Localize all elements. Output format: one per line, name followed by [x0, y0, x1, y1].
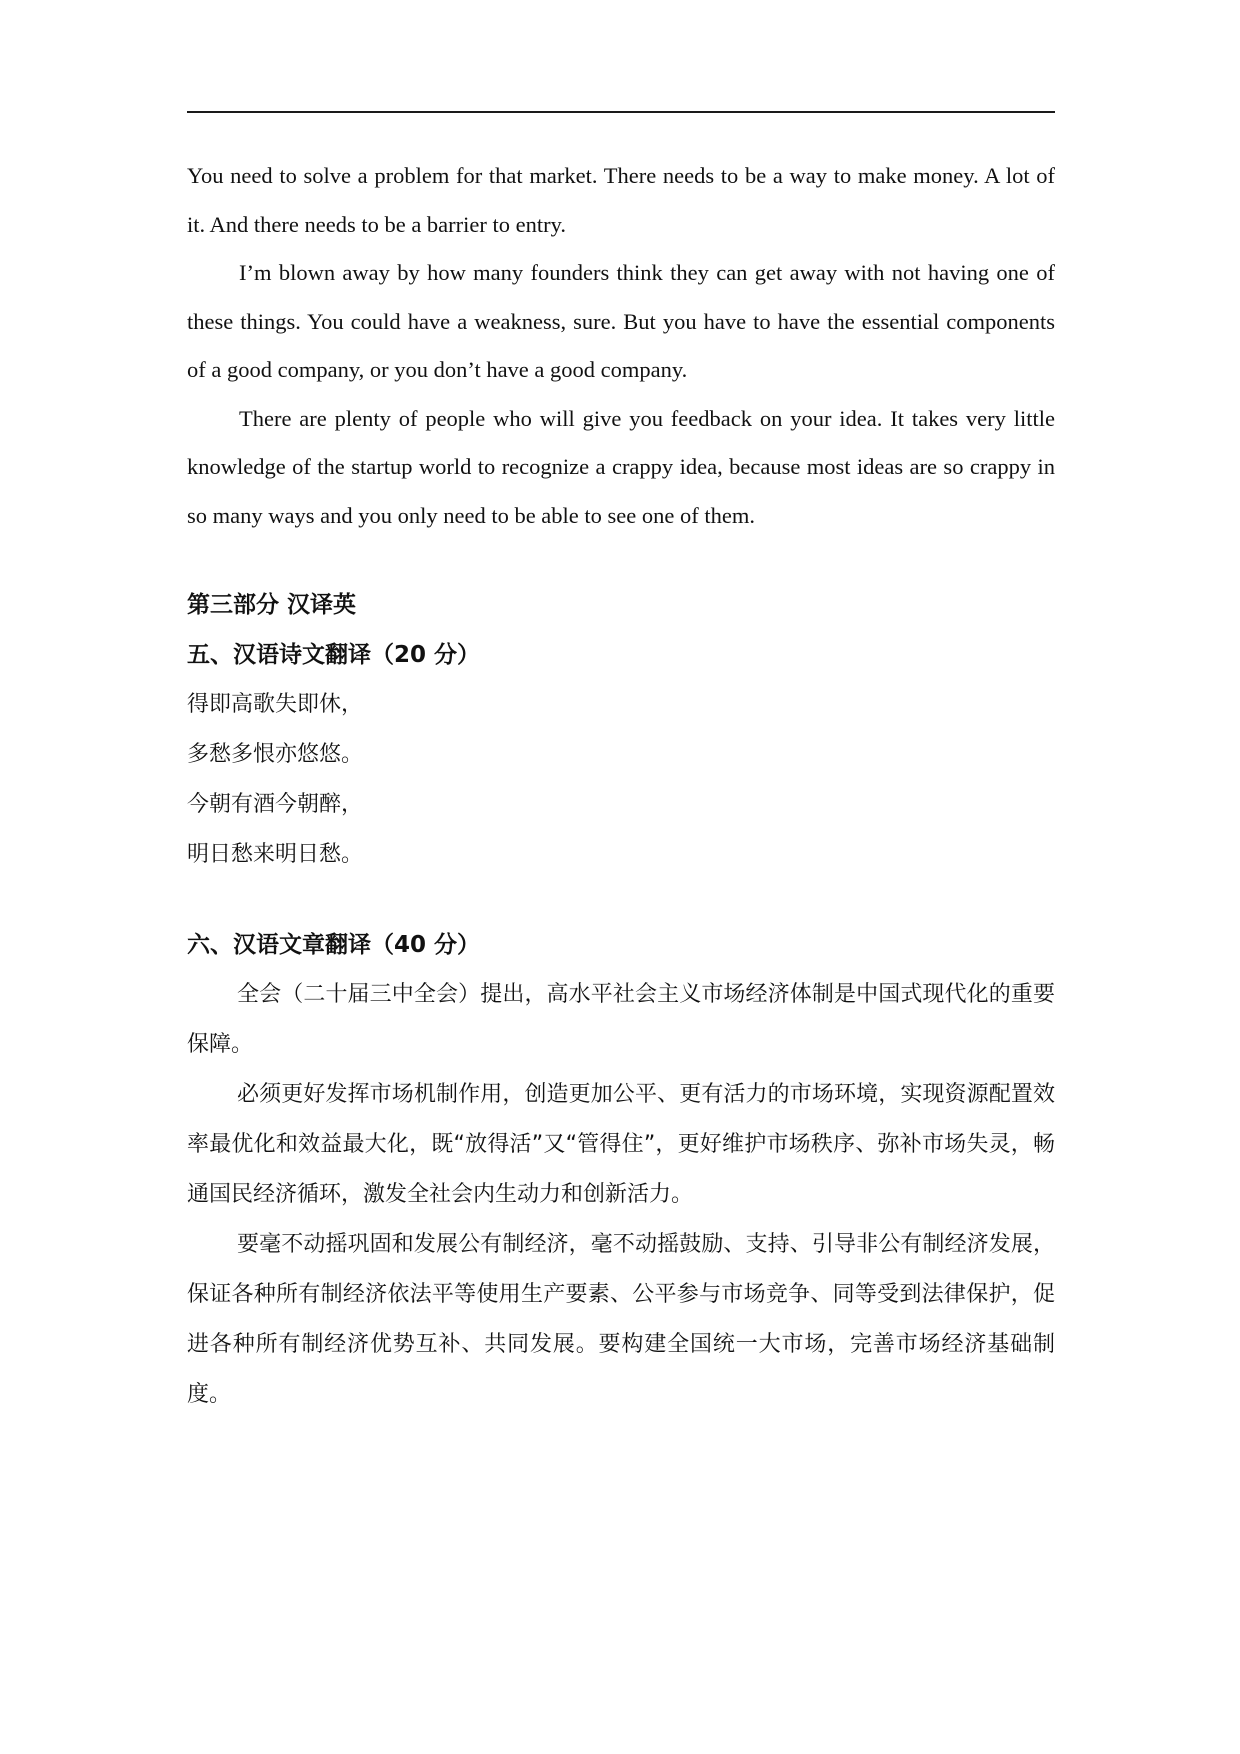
header-rule: [187, 111, 1055, 113]
part-three-title: 第三部分 汉译英: [187, 592, 357, 618]
chinese-paragraph-3: 要毫不动摇巩固和发展公有制经济，毫不动摇鼓励、支持、引导非公有制经济发展，保证各种所有制经济依法平等使用生产要素、公平参与市场竞争、同等受到法律保护，促进各种所有制经济优势互补、共同发展。要构建全国统一大市场，完善市场经济基础制度。: [187, 1232, 1055, 1407]
chinese-paragraph-2: 必须更好发挥市场机制作用，创造更加公平、更有活力的市场环境，实现资源配置效率最优化和效益最大化，既“放得活”又“管得住”，更好维护市场秩序、弥补市场失灵，畅通国民经济循环，激发全社会内生动力和创新活力。: [187, 1082, 1055, 1207]
poem-line-2: 多愁多恨亦悠悠。: [187, 742, 364, 767]
poem-line-4: 明日愁来明日愁。: [187, 842, 364, 867]
section-six-title: 六、汉语文章翻译（40 分）: [187, 932, 481, 958]
poem-line-1: 得即高歌失即休，: [187, 692, 364, 717]
english-paragraph-1: You need to solve a problem for that market. There needs to be a way to make money. A lot of it. And there needs to be a barrier to entry.: [187, 163, 1055, 237]
section-five-title: 五、汉语诗文翻译（20 分）: [187, 642, 481, 668]
english-paragraph-3: There are plenty of people who will give you feedback on your idea. It takes very little knowledge of the startup world to recognize a crappy idea, because most ideas are so crappy in so many ways and you only need to be able to see one of them.: [187, 405, 1055, 528]
english-paragraph-2: I’m blown away by how many founders think they can get away with not having one of these things. You could have a weakness, sure. But you have to have the essential components of a good company, or you don’t have a good company.: [187, 260, 1055, 382]
page-content: [187, 152, 1055, 1420]
poem-line-3: 今朝有酒今朝醉，: [187, 792, 364, 817]
chinese-paragraph-1: 全会（二十届三中全会）提出，高水平社会主义市场经济体制是中国式现代化的重要保障。: [187, 982, 1055, 1057]
